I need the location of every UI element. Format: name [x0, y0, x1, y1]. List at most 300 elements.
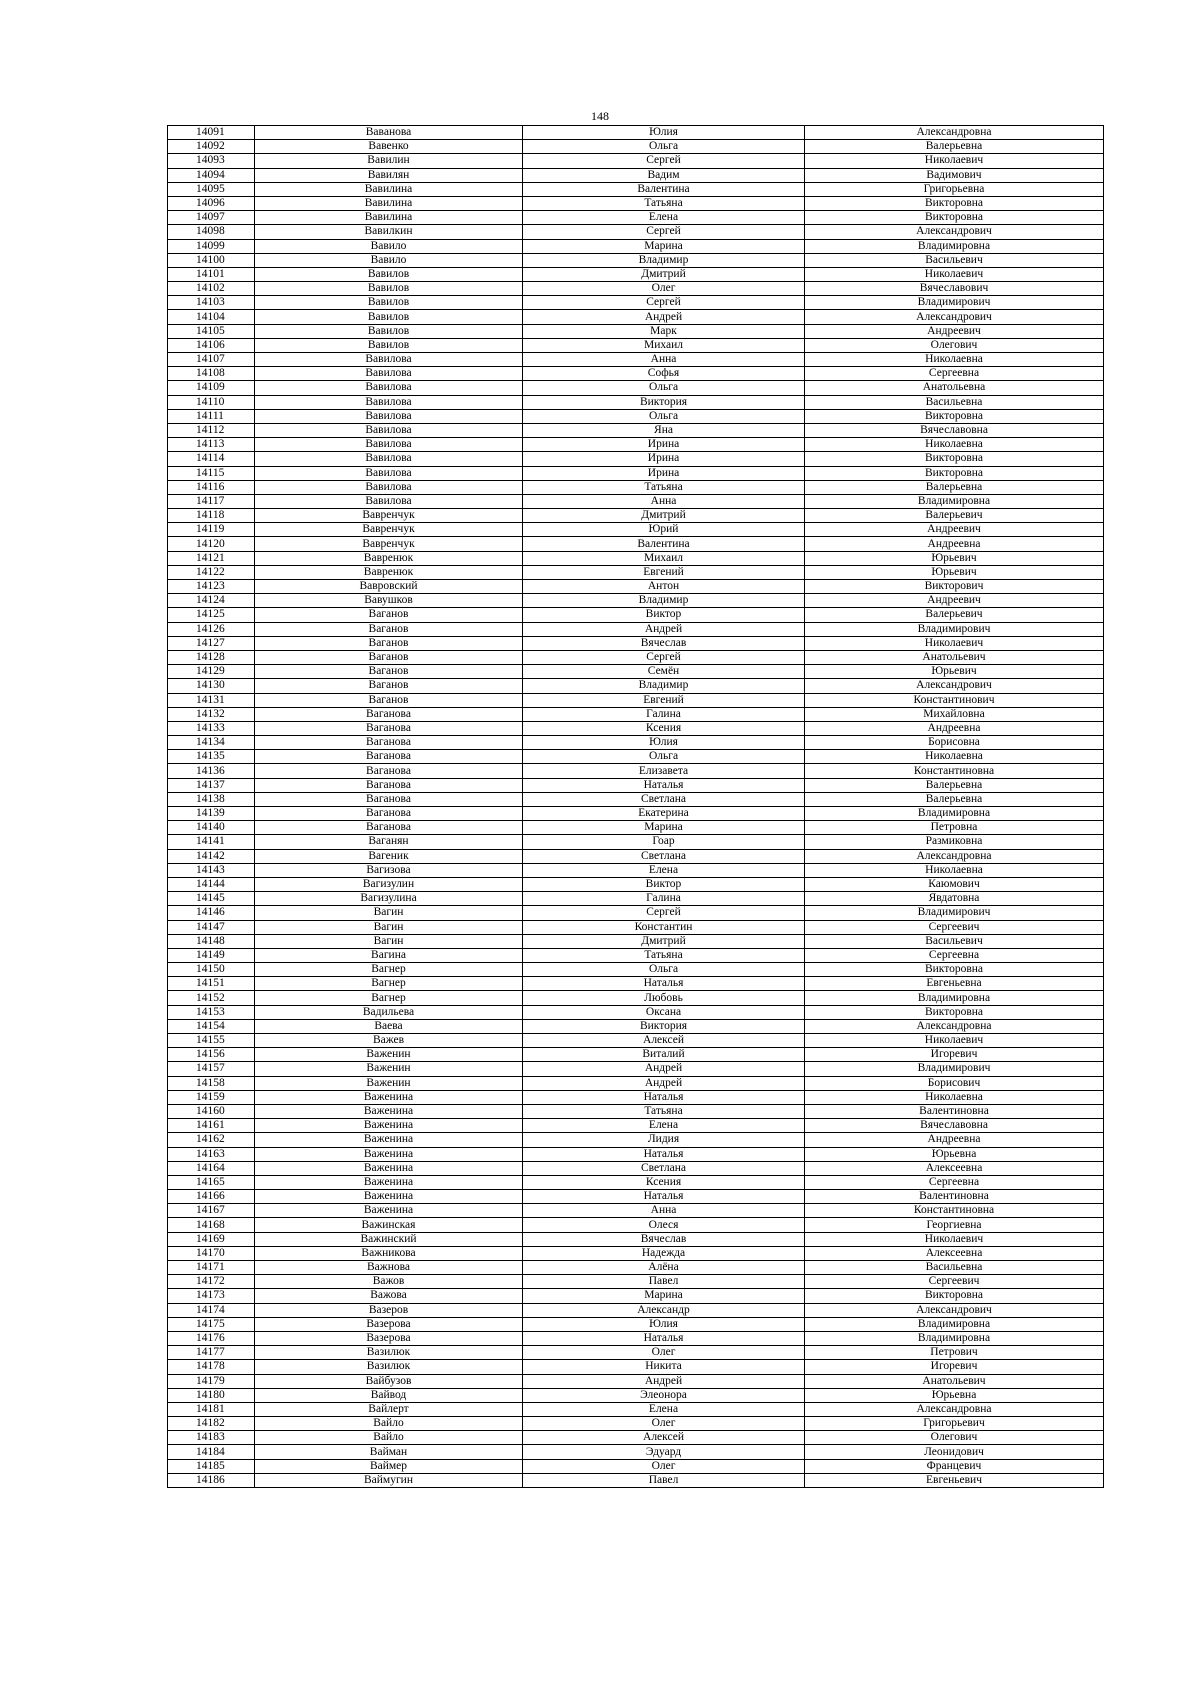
table-row — [168, 423, 1104, 437]
record-number-cell: 14108 — [168, 367, 255, 381]
patronymic-cell: Григорьевна — [805, 182, 1104, 196]
first-name-cell: Ирина — [523, 452, 805, 466]
patronymic-cell: Сергеевич — [805, 1275, 1104, 1289]
first-name-cell: Надежда — [523, 1246, 805, 1260]
record-number-cell: 14101 — [168, 267, 255, 281]
last-name-cell: Вавенко — [255, 140, 523, 154]
first-name-cell: Ольга — [523, 381, 805, 395]
last-name-cell: Вавилова — [255, 480, 523, 494]
first-name-cell: Виктор — [523, 877, 805, 891]
last-name-cell: Вавило — [255, 239, 523, 253]
patronymic-cell: Васильевна — [805, 1261, 1104, 1275]
last-name-cell: Ваева — [255, 1019, 523, 1033]
record-number-cell: 14155 — [168, 1034, 255, 1048]
record-number-cell: 14154 — [168, 1019, 255, 1033]
last-name-cell: Вавaнова — [255, 126, 523, 140]
record-number-cell: 14167 — [168, 1204, 255, 1218]
table-row — [168, 409, 1104, 423]
record-number-cell: 14181 — [168, 1402, 255, 1416]
table-row — [168, 849, 1104, 863]
records-table — [167, 125, 1104, 1488]
record-number-cell: 14138 — [168, 792, 255, 806]
patronymic-cell: Анатольевич — [805, 1374, 1104, 1388]
last-name-cell: Ваганова — [255, 721, 523, 735]
table-row — [168, 764, 1104, 778]
record-number-cell: 14168 — [168, 1218, 255, 1232]
last-name-cell: Вавренюк — [255, 565, 523, 579]
record-number-cell: 14151 — [168, 977, 255, 991]
first-name-cell: Виталий — [523, 1048, 805, 1062]
first-name-cell: Семён — [523, 665, 805, 679]
first-name-cell: Екатерина — [523, 807, 805, 821]
first-name-cell: Юрий — [523, 523, 805, 537]
last-name-cell: Вавровский — [255, 580, 523, 594]
record-number-cell: 14091 — [168, 126, 255, 140]
record-number-cell: 14166 — [168, 1190, 255, 1204]
last-name-cell: Вавренюк — [255, 551, 523, 565]
patronymic-cell: Францевич — [805, 1459, 1104, 1473]
last-name-cell: Ваганян — [255, 835, 523, 849]
record-number-cell: 14153 — [168, 1005, 255, 1019]
last-name-cell: Вавренчук — [255, 537, 523, 551]
last-name-cell: Важенина — [255, 1133, 523, 1147]
record-number-cell: 14163 — [168, 1147, 255, 1161]
record-number-cell: 14111 — [168, 409, 255, 423]
patronymic-cell: Анатольевич — [805, 650, 1104, 664]
first-name-cell: Галина — [523, 707, 805, 721]
table-row — [168, 778, 1104, 792]
record-number-cell: 14100 — [168, 253, 255, 267]
first-name-cell: Сергей — [523, 296, 805, 310]
first-name-cell: Евгений — [523, 693, 805, 707]
first-name-cell: Андрей — [523, 622, 805, 636]
record-number-cell: 14157 — [168, 1062, 255, 1076]
patronymic-cell: Валентиновна — [805, 1190, 1104, 1204]
last-name-cell: Вавилкин — [255, 225, 523, 239]
first-name-cell: Ольга — [523, 140, 805, 154]
patronymic-cell: Владимирович — [805, 906, 1104, 920]
patronymic-cell: Васильевич — [805, 253, 1104, 267]
patronymic-cell: Николаевич — [805, 1034, 1104, 1048]
patronymic-cell: Александрович — [805, 679, 1104, 693]
patronymic-cell: Алексеевна — [805, 1161, 1104, 1175]
first-name-cell: Лидия — [523, 1133, 805, 1147]
patronymic-cell: Георгиевна — [805, 1218, 1104, 1232]
patronymic-cell: Викторовна — [805, 409, 1104, 423]
table-row — [168, 1275, 1104, 1289]
record-number-cell: 14169 — [168, 1232, 255, 1246]
record-number-cell: 14143 — [168, 863, 255, 877]
patronymic-cell: Явдатовна — [805, 892, 1104, 906]
last-name-cell: Ваймер — [255, 1459, 523, 1473]
patronymic-cell: Владимировна — [805, 807, 1104, 821]
first-name-cell: Гоар — [523, 835, 805, 849]
first-name-cell: Ольга — [523, 750, 805, 764]
patronymic-cell: Борисовна — [805, 736, 1104, 750]
table-row — [168, 906, 1104, 920]
patronymic-cell: Викторович — [805, 580, 1104, 594]
first-name-cell: Сергей — [523, 225, 805, 239]
first-name-cell: Светлана — [523, 1161, 805, 1175]
last-name-cell: Вагеник — [255, 849, 523, 863]
first-name-cell: Владимир — [523, 594, 805, 608]
record-number-cell: 14114 — [168, 452, 255, 466]
patronymic-cell: Юрьевна — [805, 1147, 1104, 1161]
patronymic-cell: Васильевич — [805, 934, 1104, 948]
patronymic-cell: Олегович — [805, 338, 1104, 352]
last-name-cell: Ваганов — [255, 636, 523, 650]
table-row — [168, 1119, 1104, 1133]
record-number-cell: 14145 — [168, 892, 255, 906]
first-name-cell: Сергей — [523, 650, 805, 664]
last-name-cell: Ваганова — [255, 778, 523, 792]
patronymic-cell: Васильевна — [805, 395, 1104, 409]
last-name-cell: Вагин — [255, 934, 523, 948]
last-name-cell: Вавилова — [255, 353, 523, 367]
table-row — [168, 154, 1104, 168]
record-number-cell: 14184 — [168, 1445, 255, 1459]
patronymic-cell: Игоревич — [805, 1048, 1104, 1062]
last-name-cell: Вайман — [255, 1445, 523, 1459]
first-name-cell: Елена — [523, 863, 805, 877]
first-name-cell: Виктория — [523, 395, 805, 409]
first-name-cell: Татьяна — [523, 196, 805, 210]
first-name-cell: Александр — [523, 1303, 805, 1317]
table-row — [168, 1048, 1104, 1062]
record-number-cell: 14170 — [168, 1246, 255, 1260]
record-number-cell: 14182 — [168, 1417, 255, 1431]
table-row — [168, 594, 1104, 608]
table-row — [168, 140, 1104, 154]
record-number-cell: 14122 — [168, 565, 255, 579]
patronymic-cell: Анатольевна — [805, 381, 1104, 395]
first-name-cell: Елизавета — [523, 764, 805, 778]
first-name-cell: Татьяна — [523, 1104, 805, 1118]
first-name-cell: Анна — [523, 494, 805, 508]
table-row — [168, 452, 1104, 466]
last-name-cell: Ваганов — [255, 608, 523, 622]
last-name-cell: Важенина — [255, 1190, 523, 1204]
patronymic-cell: Вадимович — [805, 168, 1104, 182]
last-name-cell: Вавилова — [255, 409, 523, 423]
first-name-cell: Андрей — [523, 1374, 805, 1388]
first-name-cell: Галина — [523, 892, 805, 906]
table-row — [168, 466, 1104, 480]
patronymic-cell: Николаевна — [805, 1090, 1104, 1104]
patronymic-cell: Андреевич — [805, 594, 1104, 608]
record-number-cell: 14094 — [168, 168, 255, 182]
first-name-cell: Софья — [523, 367, 805, 381]
last-name-cell: Важенина — [255, 1147, 523, 1161]
last-name-cell: Ваганов — [255, 622, 523, 636]
table-row — [168, 920, 1104, 934]
patronymic-cell: Валерьевна — [805, 140, 1104, 154]
record-number-cell: 14130 — [168, 679, 255, 693]
last-name-cell: Вагин — [255, 920, 523, 934]
record-number-cell: 14113 — [168, 438, 255, 452]
record-number-cell: 14106 — [168, 338, 255, 352]
patronymic-cell: Константиновна — [805, 1204, 1104, 1218]
record-number-cell: 14128 — [168, 650, 255, 664]
patronymic-cell: Николаевна — [805, 863, 1104, 877]
last-name-cell: Ваганов — [255, 693, 523, 707]
table-row — [168, 1019, 1104, 1033]
last-name-cell: Вавилян — [255, 168, 523, 182]
table-row — [168, 1190, 1104, 1204]
table-row — [168, 239, 1104, 253]
first-name-cell: Наталья — [523, 1190, 805, 1204]
record-number-cell: 14107 — [168, 353, 255, 367]
record-number-cell: 14142 — [168, 849, 255, 863]
table-row — [168, 168, 1104, 182]
patronymic-cell: Александровна — [805, 1402, 1104, 1416]
first-name-cell: Алёна — [523, 1261, 805, 1275]
table-row — [168, 282, 1104, 296]
table-row — [168, 1062, 1104, 1076]
patronymic-cell: Валерьевич — [805, 509, 1104, 523]
table-row — [168, 977, 1104, 991]
record-number-cell: 14177 — [168, 1346, 255, 1360]
table-row — [168, 196, 1104, 210]
patronymic-cell: Юрьевич — [805, 551, 1104, 565]
first-name-cell: Сергей — [523, 154, 805, 168]
last-name-cell: Вавушков — [255, 594, 523, 608]
table-row — [168, 267, 1104, 281]
first-name-cell: Олеся — [523, 1218, 805, 1232]
first-name-cell: Виктория — [523, 1019, 805, 1033]
patronymic-cell: Викторовна — [805, 963, 1104, 977]
record-number-cell: 14139 — [168, 807, 255, 821]
table-row — [168, 963, 1104, 977]
patronymic-cell: Владимирович — [805, 296, 1104, 310]
patronymic-cell: Андреевич — [805, 324, 1104, 338]
table-row — [168, 1374, 1104, 1388]
first-name-cell: Наталья — [523, 1147, 805, 1161]
record-number-cell: 14141 — [168, 835, 255, 849]
table-row — [168, 1218, 1104, 1232]
last-name-cell: Важенина — [255, 1161, 523, 1175]
record-number-cell: 14136 — [168, 764, 255, 778]
first-name-cell: Олег — [523, 1346, 805, 1360]
patronymic-cell: Андреевич — [805, 523, 1104, 537]
record-number-cell: 14118 — [168, 509, 255, 523]
first-name-cell: Владимир — [523, 679, 805, 693]
table-row — [168, 807, 1104, 821]
table-row — [168, 1147, 1104, 1161]
last-name-cell: Важев — [255, 1034, 523, 1048]
first-name-cell: Анна — [523, 353, 805, 367]
table-row — [168, 1388, 1104, 1402]
last-name-cell: Важенина — [255, 1175, 523, 1189]
first-name-cell: Вадим — [523, 168, 805, 182]
record-number-cell: 14183 — [168, 1431, 255, 1445]
patronymic-cell: Борисович — [805, 1076, 1104, 1090]
patronymic-cell: Викторовна — [805, 211, 1104, 225]
table-row — [168, 877, 1104, 891]
last-name-cell: Вагизулина — [255, 892, 523, 906]
first-name-cell: Яна — [523, 423, 805, 437]
record-number-cell: 14095 — [168, 182, 255, 196]
table-row — [168, 353, 1104, 367]
last-name-cell: Вазилюк — [255, 1346, 523, 1360]
record-number-cell: 14098 — [168, 225, 255, 239]
first-name-cell: Дмитрий — [523, 267, 805, 281]
first-name-cell: Наталья — [523, 1090, 805, 1104]
patronymic-cell: Вячеславовна — [805, 1119, 1104, 1133]
first-name-cell: Олег — [523, 1417, 805, 1431]
record-number-cell: 14179 — [168, 1374, 255, 1388]
table-row — [168, 622, 1104, 636]
table-row — [168, 494, 1104, 508]
record-number-cell: 14116 — [168, 480, 255, 494]
first-name-cell: Валентина — [523, 182, 805, 196]
record-number-cell: 14185 — [168, 1459, 255, 1473]
last-name-cell: Вавилов — [255, 310, 523, 324]
patronymic-cell: Николаевич — [805, 267, 1104, 281]
last-name-cell: Вавилов — [255, 338, 523, 352]
record-number-cell: 14162 — [168, 1133, 255, 1147]
record-number-cell: 14097 — [168, 211, 255, 225]
table-row — [168, 480, 1104, 494]
patronymic-cell: Викторовна — [805, 466, 1104, 480]
first-name-cell: Ольга — [523, 409, 805, 423]
record-number-cell: 14121 — [168, 551, 255, 565]
first-name-cell: Наталья — [523, 778, 805, 792]
table-row — [168, 1161, 1104, 1175]
last-name-cell: Важинский — [255, 1232, 523, 1246]
last-name-cell: Вавилов — [255, 282, 523, 296]
first-name-cell: Любовь — [523, 991, 805, 1005]
first-name-cell: Константин — [523, 920, 805, 934]
table-row — [168, 1346, 1104, 1360]
patronymic-cell: Николаевич — [805, 636, 1104, 650]
patronymic-cell: Олегович — [805, 1431, 1104, 1445]
last-name-cell: Важинская — [255, 1218, 523, 1232]
record-number-cell: 14099 — [168, 239, 255, 253]
first-name-cell: Светлана — [523, 849, 805, 863]
last-name-cell: Вавилина — [255, 182, 523, 196]
record-number-cell: 14103 — [168, 296, 255, 310]
page-number: 148 — [591, 109, 609, 123]
first-name-cell: Антон — [523, 580, 805, 594]
first-name-cell: Валентина — [523, 537, 805, 551]
record-number-cell: 14156 — [168, 1048, 255, 1062]
first-name-cell: Юлия — [523, 736, 805, 750]
table-row — [168, 1402, 1104, 1416]
table-row — [168, 381, 1104, 395]
first-name-cell: Евгений — [523, 565, 805, 579]
last-name-cell: Ваганова — [255, 821, 523, 835]
patronymic-cell: Константинович — [805, 693, 1104, 707]
first-name-cell: Вячеслав — [523, 636, 805, 650]
record-number-cell: 14160 — [168, 1104, 255, 1118]
patronymic-cell: Владимировна — [805, 239, 1104, 253]
first-name-cell: Алексей — [523, 1431, 805, 1445]
last-name-cell: Вазерова — [255, 1331, 523, 1345]
first-name-cell: Юлия — [523, 126, 805, 140]
patronymic-cell: Михайловна — [805, 707, 1104, 721]
last-name-cell: Вавилова — [255, 423, 523, 437]
first-name-cell: Ксения — [523, 721, 805, 735]
last-name-cell: Вавилова — [255, 466, 523, 480]
last-name-cell: Вавилова — [255, 367, 523, 381]
record-number-cell: 14129 — [168, 665, 255, 679]
last-name-cell: Вагнер — [255, 963, 523, 977]
first-name-cell: Олег — [523, 282, 805, 296]
patronymic-cell: Александрович — [805, 225, 1104, 239]
first-name-cell: Наталья — [523, 977, 805, 991]
table-row — [168, 182, 1104, 196]
last-name-cell: Вазилюк — [255, 1360, 523, 1374]
first-name-cell: Андрей — [523, 310, 805, 324]
last-name-cell: Вайло — [255, 1417, 523, 1431]
last-name-cell: Важенина — [255, 1204, 523, 1218]
first-name-cell: Сергей — [523, 906, 805, 920]
record-number-cell: 14137 — [168, 778, 255, 792]
record-number-cell: 14150 — [168, 963, 255, 977]
record-number-cell: 14127 — [168, 636, 255, 650]
table-row — [168, 296, 1104, 310]
patronymic-cell: Евгеньевич — [805, 1473, 1104, 1487]
last-name-cell: Вадильева — [255, 1005, 523, 1019]
last-name-cell: Важова — [255, 1289, 523, 1303]
last-name-cell: Важов — [255, 1275, 523, 1289]
table-row — [168, 1289, 1104, 1303]
record-number-cell: 14161 — [168, 1119, 255, 1133]
record-number-cell: 14102 — [168, 282, 255, 296]
patronymic-cell: Валерьевна — [805, 480, 1104, 494]
last-name-cell: Вавилова — [255, 494, 523, 508]
record-number-cell: 14175 — [168, 1317, 255, 1331]
first-name-cell: Светлана — [523, 792, 805, 806]
last-name-cell: Вайбузов — [255, 1374, 523, 1388]
patronymic-cell: Вячеславовна — [805, 423, 1104, 437]
table-row — [168, 1459, 1104, 1473]
last-name-cell: Вавилина — [255, 211, 523, 225]
first-name-cell: Владимир — [523, 253, 805, 267]
patronymic-cell: Андреевна — [805, 537, 1104, 551]
first-name-cell: Ирина — [523, 466, 805, 480]
patronymic-cell: Каюмович — [805, 877, 1104, 891]
patronymic-cell: Викторовна — [805, 1005, 1104, 1019]
last-name-cell: Вавренчук — [255, 509, 523, 523]
patronymic-cell: Андреевна — [805, 1133, 1104, 1147]
first-name-cell: Элеонора — [523, 1388, 805, 1402]
first-name-cell: Павел — [523, 1473, 805, 1487]
table-row — [168, 608, 1104, 622]
table-row — [168, 1232, 1104, 1246]
record-number-cell: 14147 — [168, 920, 255, 934]
table-row — [168, 1445, 1104, 1459]
table-row — [168, 835, 1104, 849]
last-name-cell: Ваймугин — [255, 1473, 523, 1487]
table-row — [168, 892, 1104, 906]
first-name-cell: Марина — [523, 821, 805, 835]
patronymic-cell: Владимировна — [805, 494, 1104, 508]
table-row — [168, 721, 1104, 735]
last-name-cell: Вайлерт — [255, 1402, 523, 1416]
first-name-cell: Дмитрий — [523, 509, 805, 523]
first-name-cell: Михаил — [523, 338, 805, 352]
table-row — [168, 948, 1104, 962]
record-number-cell: 14171 — [168, 1261, 255, 1275]
patronymic-cell: Петровна — [805, 821, 1104, 835]
patronymic-cell: Игоревич — [805, 1360, 1104, 1374]
patronymic-cell: Николаевич — [805, 154, 1104, 168]
record-number-cell: 14125 — [168, 608, 255, 622]
last-name-cell: Вазерова — [255, 1317, 523, 1331]
record-number-cell: 14120 — [168, 537, 255, 551]
